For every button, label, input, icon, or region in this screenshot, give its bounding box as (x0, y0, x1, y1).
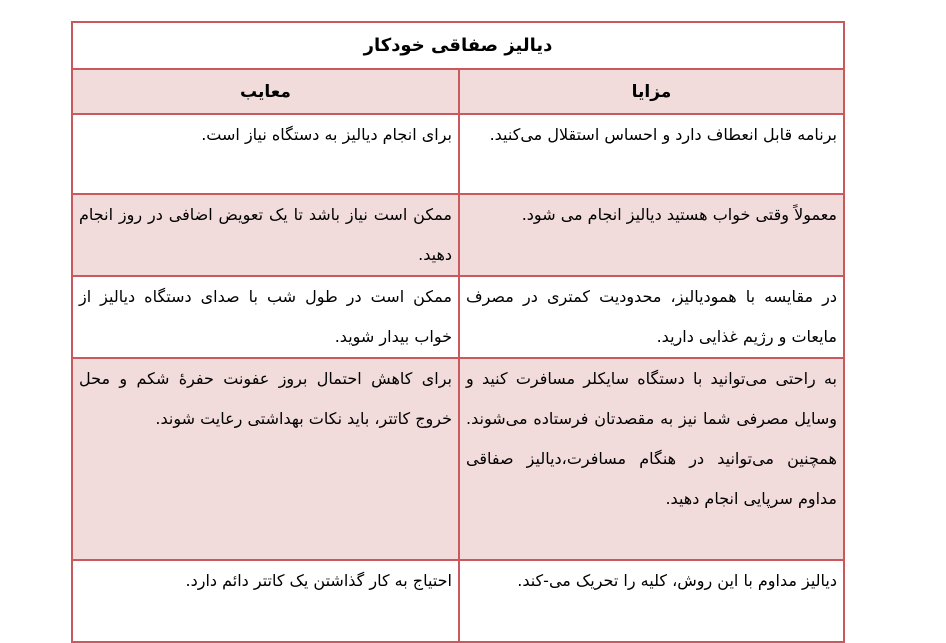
cons-header: معایب (72, 69, 459, 114)
table-row (72, 114, 844, 194)
title-row (72, 22, 844, 69)
pros-cell: در مقایسه با همودیالیز، محدودیت کمتری در مصرف مایعات و رژیم غذایی دارید. (459, 276, 844, 358)
table-row (72, 276, 844, 358)
table-row (72, 560, 844, 642)
pros-cell: به راحتی می‌توانید با دستگاه سایکلر مسافرت کنید و وسایل مصرفی شما نیز به مقصدتان فرستاده می‌شوند. همچنین می‌توانید در هنگام مسافرت،دیالیز صفاقی مداوم سرپایی انجام دهید. (459, 358, 844, 560)
pros-cons-table (71, 21, 845, 643)
cons-cell: برای انجام دیالیز به دستگاه نیاز است. (72, 114, 459, 194)
cons-cell: ممکن است نیاز باشد تا یک تعویض اضافی در روز انجام دهید. (72, 194, 459, 276)
pros-cell: برنامه قابل انعطاف دارد و احساس استقلال می‌کنید. (459, 114, 844, 194)
cons-cell: احتیاج به کار گذاشتن یک کاتتر دائم دارد. (72, 560, 459, 642)
table-row (72, 194, 844, 276)
cons-cell: برای کاهش احتمال بروز عفونت حفرۀ شکم و محل خروج کاتتر، باید نکات بهداشتی رعایت شوند. (72, 358, 459, 560)
pros-header: مزایا (459, 69, 844, 114)
table-row (72, 358, 844, 560)
pros-cell: دیالیز مداوم با این روش، کلیه را تحریک می-کند. (459, 560, 844, 642)
header-row (72, 69, 844, 114)
cons-cell: ممکن است در طول شب با صدای دستگاه دیالیز از خواب بیدار شوید. (72, 276, 459, 358)
pros-cell: معمولاً وقتی خواب هستید دیالیز انجام می شود. (459, 194, 844, 276)
table-title: دیالیز صفاقی خودکار (72, 22, 844, 69)
